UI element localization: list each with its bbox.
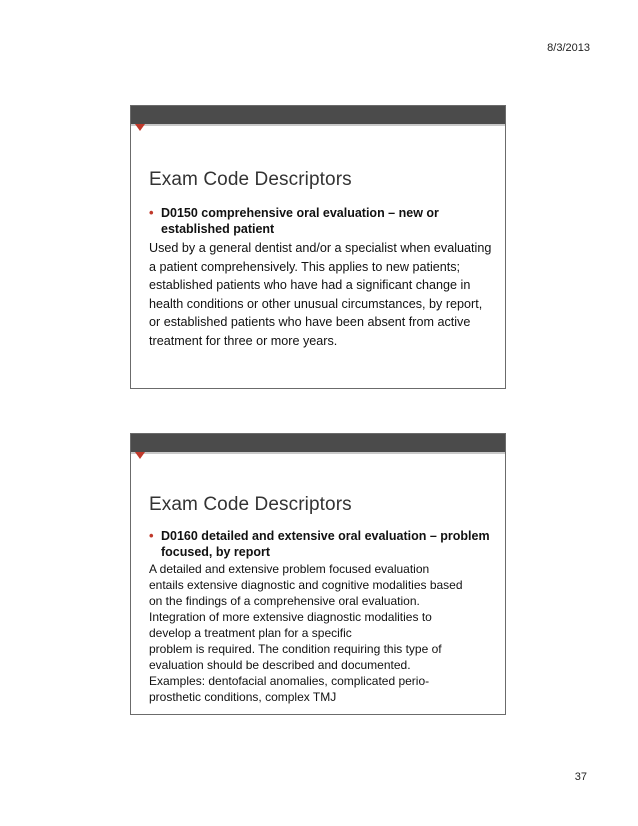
body-line: A detailed and extensive problem focused evaluation xyxy=(149,562,430,576)
page-number: 37 xyxy=(574,771,587,783)
slide-title: Exam Code Descriptors xyxy=(149,169,352,190)
slide-2 xyxy=(130,433,506,715)
bullet-dot-icon: • xyxy=(149,528,154,543)
bullet-dot-icon: • xyxy=(149,205,154,220)
body-line: develop a treatment plan for a specific xyxy=(149,626,352,640)
accent-triangle-icon xyxy=(135,452,145,459)
bullet-text: D0160 detailed and extensive oral evaluation – problem focused, by report xyxy=(161,529,490,559)
bullet-text: D0150 comprehensive oral evaluation – new or established patient xyxy=(161,206,439,236)
body-line: Examples: dentofacial anomalies, complicated perio- xyxy=(149,674,430,688)
body-line: problem is required. The condition requiring this type of xyxy=(149,642,442,656)
body-line: entails extensive diagnostic and cognitive modalities based xyxy=(149,578,463,592)
accent-triangle-icon xyxy=(135,124,145,131)
slide-1 xyxy=(130,105,506,389)
bullet-item xyxy=(149,205,494,237)
slide-header-bar xyxy=(131,106,505,124)
slide-header-bar xyxy=(131,434,505,452)
slide-body xyxy=(149,561,499,705)
slide-title: Exam Code Descriptors xyxy=(149,494,352,515)
body-line: Integration of more extensive diagnostic modalities to xyxy=(149,610,432,624)
body-line: evaluation should be described and documented. xyxy=(149,658,411,672)
slide-body: Used by a general dentist and/or a specialist when evaluating a patient comprehensively. This applies to new patients; established patients who have had a significant change in health conditions or other unusual circumstances, by report, or established patients who have been absent from active treatment for three or more years. xyxy=(149,241,492,348)
body-line: prosthetic conditions, complex TMJ xyxy=(149,690,337,704)
body-line: on the findings of a comprehensive oral evaluation. xyxy=(149,594,420,608)
page-date: 8/3/2013 xyxy=(547,42,590,54)
bullet-item xyxy=(149,528,494,560)
